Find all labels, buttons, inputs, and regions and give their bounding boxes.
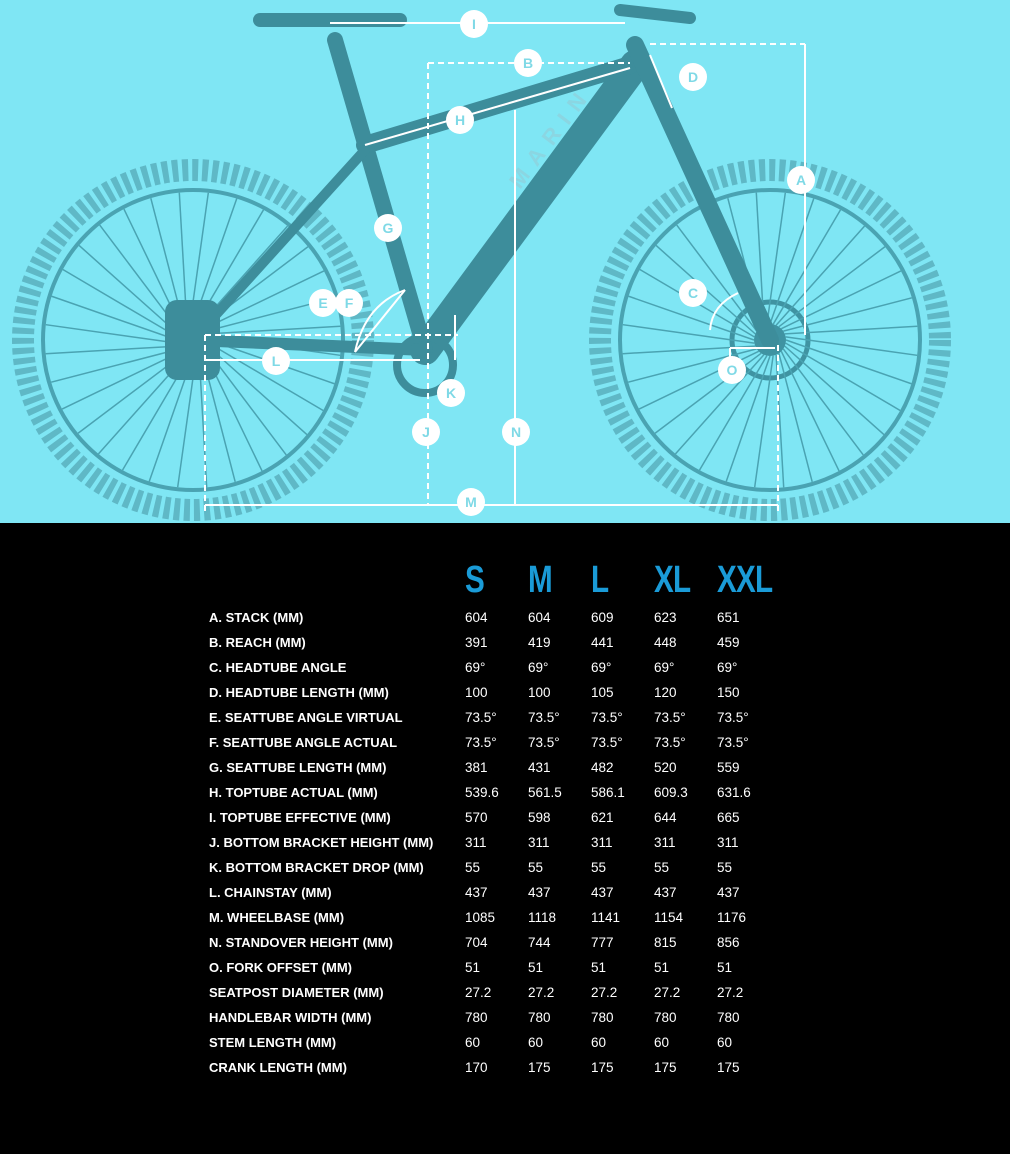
- cell-value: 448: [654, 635, 677, 650]
- cell-value: 631.6: [717, 785, 751, 800]
- badge-a: [787, 166, 815, 194]
- cell-value: 780: [654, 1010, 677, 1025]
- cell-value: 665: [717, 810, 740, 825]
- svg-text:D: D: [687, 69, 699, 85]
- cell-value: 55: [591, 860, 607, 875]
- svg-text:J: J: [422, 424, 430, 440]
- badge-n: [502, 418, 530, 446]
- badge-b: [514, 49, 542, 77]
- svg-text:N: N: [510, 424, 522, 440]
- cell-value: 651: [717, 610, 740, 625]
- svg-text:A: A: [795, 172, 807, 188]
- cell-value: 311: [717, 835, 739, 850]
- cell-value: 51: [528, 960, 544, 975]
- cell-value: 73.5°: [528, 735, 560, 750]
- cell-value: 175: [591, 1060, 614, 1075]
- cell-value: 744: [528, 935, 551, 950]
- cell-value: 780: [528, 1010, 551, 1025]
- row-label: I. TOPTUBE EFFECTIVE (MM): [209, 810, 391, 825]
- table-row: [0, 835, 1010, 860]
- size-header-xxl: XXL: [717, 559, 773, 601]
- cell-value: 27.2: [528, 985, 555, 1000]
- cell-value: 69°: [654, 660, 675, 675]
- cell-value: 73.5°: [717, 735, 749, 750]
- cell-value: 100: [528, 685, 551, 700]
- table-row: [0, 885, 1010, 910]
- badge-h: [446, 106, 474, 134]
- cell-value: 1154: [654, 910, 684, 925]
- row-label: F. SEATTUBE ANGLE ACTUAL: [209, 735, 398, 750]
- badge-g: [374, 214, 402, 242]
- cell-value: 55: [654, 860, 670, 875]
- svg-text:C: C: [687, 285, 699, 301]
- cell-value: 175: [717, 1060, 740, 1075]
- cell-value: 609: [591, 610, 614, 625]
- cell-value: 459: [717, 635, 740, 650]
- cell-value: 55: [528, 860, 544, 875]
- badge-f: [335, 289, 363, 317]
- svg-text:I: I: [472, 16, 476, 32]
- row-label: L. CHAINSTAY (MM): [209, 885, 332, 900]
- cell-value: 120: [654, 685, 677, 700]
- cell-value: 1118: [528, 910, 557, 925]
- cell-value: 1141: [591, 910, 621, 925]
- cell-value: 60: [654, 1035, 670, 1050]
- cell-value: 27.2: [591, 985, 618, 1000]
- bike-geometry-diagram: [0, 0, 1010, 523]
- cell-value: 170: [465, 1060, 488, 1075]
- size-header-xl: XL: [654, 559, 691, 601]
- cell-value: 60: [528, 1035, 544, 1050]
- table-row: [0, 685, 1010, 710]
- cell-value: 623: [654, 610, 677, 625]
- geometry-table: [0, 523, 1010, 1154]
- row-label: O. FORK OFFSET (MM): [209, 960, 352, 975]
- cell-value: 621: [591, 810, 614, 825]
- row-label: CRANK LENGTH (MM): [209, 1060, 347, 1075]
- cell-value: 51: [591, 960, 607, 975]
- cell-value: 437: [528, 885, 551, 900]
- table-row: [0, 810, 1010, 835]
- table-row: [0, 710, 1010, 735]
- cell-value: 69°: [717, 660, 738, 675]
- cell-value: 100: [465, 685, 488, 700]
- svg-text:E: E: [318, 295, 328, 311]
- table-row: [0, 910, 1010, 935]
- row-label: G. SEATTUBE LENGTH (MM): [209, 760, 387, 775]
- cell-value: 609.3: [654, 785, 688, 800]
- badge-i: [460, 10, 488, 38]
- cell-value: 73.5°: [654, 710, 686, 725]
- badge-d: [679, 63, 707, 91]
- table-row: [0, 635, 1010, 660]
- cell-value: 391: [465, 635, 488, 650]
- cell-value: 311: [591, 835, 613, 850]
- cell-value: 437: [654, 885, 677, 900]
- cell-value: 51: [717, 960, 733, 975]
- svg-text:B: B: [522, 55, 534, 71]
- cell-value: 175: [654, 1060, 677, 1075]
- row-label: HANDLEBAR WIDTH (MM): [209, 1010, 372, 1025]
- cell-value: 73.5°: [654, 735, 686, 750]
- row-label: SEATPOST DIAMETER (MM): [209, 985, 384, 1000]
- badge-k: [437, 379, 465, 407]
- cell-value: 27.2: [465, 985, 492, 1000]
- row-label: C. HEADTUBE ANGLE: [209, 660, 347, 675]
- cell-value: 598: [528, 810, 551, 825]
- cell-value: 51: [654, 960, 670, 975]
- cell-value: 419: [528, 635, 551, 650]
- badge-l: [262, 347, 290, 375]
- cell-value: 73.5°: [717, 710, 749, 725]
- table-row: [0, 760, 1010, 785]
- table-row: [0, 1035, 1010, 1060]
- brand-decal: MARIN: [504, 80, 598, 194]
- cell-value: 704: [465, 935, 488, 950]
- cell-value: 856: [717, 935, 740, 950]
- cell-value: 60: [591, 1035, 607, 1050]
- size-header-m: M: [528, 559, 552, 601]
- cell-value: 73.5°: [591, 735, 623, 750]
- cell-value: 482: [591, 760, 614, 775]
- svg-text:L: L: [271, 353, 281, 369]
- cell-value: 69°: [591, 660, 612, 675]
- cell-value: 55: [717, 860, 733, 875]
- table-row: [0, 735, 1010, 760]
- svg-text:F: F: [344, 295, 354, 311]
- badge-m: [457, 488, 485, 516]
- cell-value: 559: [717, 760, 740, 775]
- cell-value: 586.1: [591, 785, 625, 800]
- badge-e: [309, 289, 337, 317]
- row-label: A. STACK (MM): [209, 610, 304, 625]
- cell-value: 381: [465, 760, 488, 775]
- row-label: STEM LENGTH (MM): [209, 1035, 337, 1050]
- cell-value: 431: [528, 760, 551, 775]
- table-row: [0, 660, 1010, 685]
- cell-value: 311: [654, 835, 676, 850]
- cell-value: 150: [717, 685, 740, 700]
- cell-value: 520: [654, 760, 677, 775]
- cell-value: 437: [591, 885, 614, 900]
- size-header-s: S: [465, 559, 485, 601]
- table-row: [0, 960, 1010, 985]
- svg-text:M: M: [465, 494, 477, 510]
- cell-value: 604: [528, 610, 551, 625]
- cell-value: 441: [591, 635, 614, 650]
- table-row: [0, 1060, 1010, 1085]
- table-row: [0, 860, 1010, 885]
- cell-value: 73.5°: [591, 710, 623, 725]
- size-header-l: L: [591, 559, 609, 601]
- row-label: B. REACH (MM): [209, 635, 306, 650]
- row-label: M. WHEELBASE (MM): [209, 910, 345, 925]
- cell-value: 1085: [465, 910, 496, 925]
- cell-value: 780: [591, 1010, 614, 1025]
- cell-value: 437: [717, 885, 740, 900]
- cell-value: 561.5: [528, 785, 562, 800]
- row-label: D. HEADTUBE LENGTH (MM): [209, 685, 389, 700]
- row-label: K. BOTTOM BRACKET DROP (MM): [209, 860, 424, 875]
- cell-value: 51: [465, 960, 481, 975]
- cell-value: 777: [591, 935, 614, 950]
- badge-j: [412, 418, 440, 446]
- cell-value: 815: [654, 935, 677, 950]
- row-label: H. TOPTUBE ACTUAL (MM): [209, 785, 378, 800]
- cell-value: 437: [465, 885, 488, 900]
- row-label: N. STANDOVER HEIGHT (MM): [209, 935, 393, 950]
- table-row: [0, 985, 1010, 1010]
- cell-value: 55: [465, 860, 481, 875]
- cell-value: 27.2: [717, 985, 744, 1000]
- svg-text:O: O: [726, 362, 738, 378]
- cell-value: 780: [717, 1010, 740, 1025]
- svg-text:K: K: [445, 385, 457, 401]
- cell-value: 539.6: [465, 785, 499, 800]
- cell-value: 311: [465, 835, 487, 850]
- cell-value: 60: [717, 1035, 733, 1050]
- cell-value: 27.2: [654, 985, 681, 1000]
- cell-value: 1176: [717, 910, 747, 925]
- badge-c: [679, 279, 707, 307]
- cell-value: 311: [528, 835, 550, 850]
- cell-value: 73.5°: [528, 710, 560, 725]
- cell-value: 175: [528, 1060, 551, 1075]
- cell-value: 644: [654, 810, 677, 825]
- cell-value: 780: [465, 1010, 488, 1025]
- svg-text:H: H: [454, 112, 466, 128]
- table-row: [0, 785, 1010, 810]
- cell-value: 73.5°: [465, 735, 497, 750]
- row-label: E. SEATTUBE ANGLE VIRTUAL: [209, 710, 403, 725]
- badge-o: [718, 356, 746, 384]
- row-label: J. BOTTOM BRACKET HEIGHT (MM): [209, 835, 434, 850]
- cell-value: 69°: [528, 660, 549, 675]
- table-row: [0, 935, 1010, 960]
- table-row: [0, 610, 1010, 635]
- cell-value: 570: [465, 810, 488, 825]
- cell-value: 69°: [465, 660, 486, 675]
- cell-value: 604: [465, 610, 488, 625]
- cell-value: 105: [591, 685, 614, 700]
- table-row: [0, 1010, 1010, 1035]
- svg-text:G: G: [382, 220, 394, 236]
- cell-value: 73.5°: [465, 710, 497, 725]
- cell-value: 60: [465, 1035, 481, 1050]
- bike-illustration: [0, 0, 1010, 523]
